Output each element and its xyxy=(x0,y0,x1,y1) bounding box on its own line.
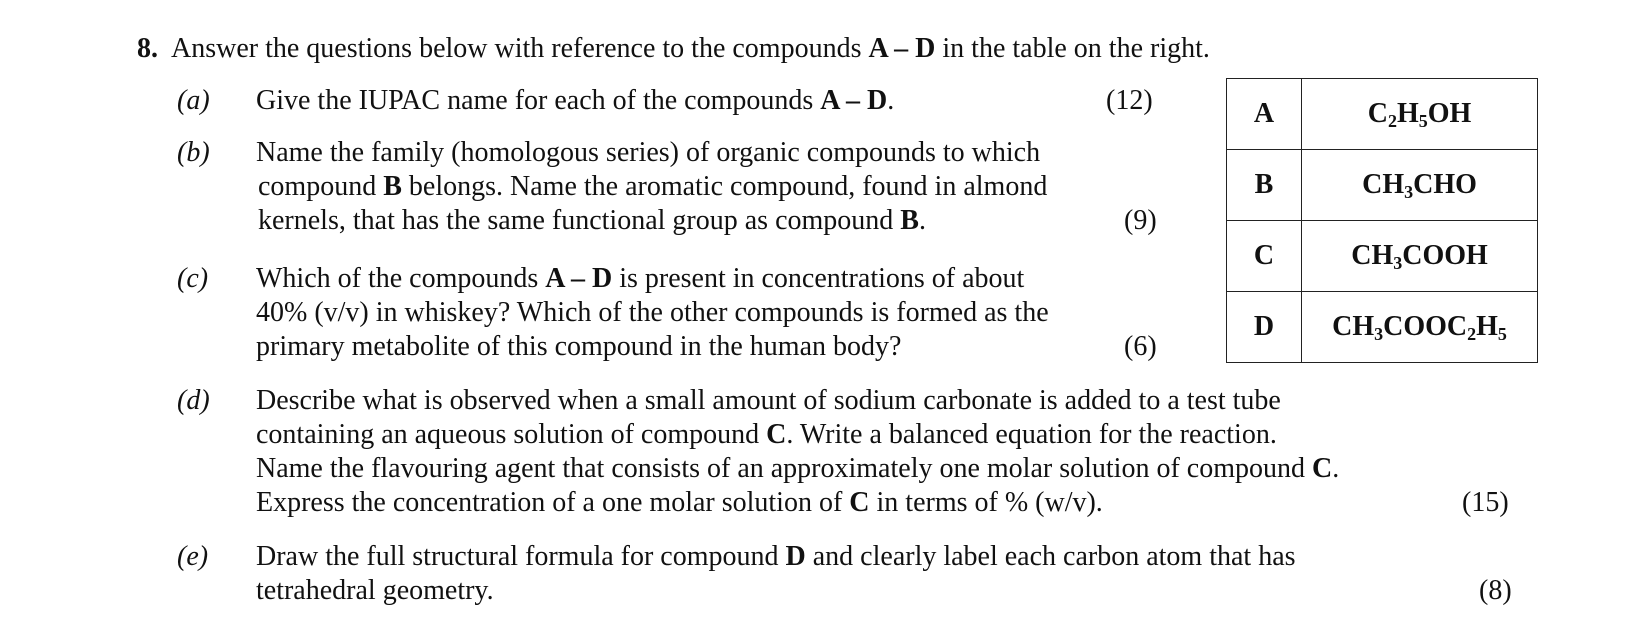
part-b-label: (b) xyxy=(177,137,210,168)
part-c-line-2: 40% (v/v) in whiskey? Which of the other compounds is formed as the xyxy=(256,297,1049,328)
part-e-line-1: Draw the full structural formula for compound D and clearly label each carbon atom that has xyxy=(256,541,1296,572)
part-c-label: (c) xyxy=(177,263,209,294)
part-b-line-2: compound B belongs. Name the aromatic compound, found in almond xyxy=(258,171,1048,202)
question-number: 8. xyxy=(137,33,158,64)
part-d-marks: (15) xyxy=(1462,487,1509,518)
part-c-line-1: Which of the compounds A – D is present in concentrations of about xyxy=(256,263,1025,294)
compound-letter: B xyxy=(1227,150,1302,221)
compound-formula: $C_2H_5OH$ xyxy=(1302,79,1538,150)
part-b-marks: (9) xyxy=(1124,205,1157,236)
part-d-line-4: Express the concentration of a one molar solution of C in terms of % (w/v). xyxy=(256,487,1103,518)
question-heading xyxy=(137,32,1210,66)
compound-formula: $CH_3COOH$ xyxy=(1302,221,1538,292)
part-d-line-1: Describe what is observed when a small amount of sodium carbonate is added to a test tube xyxy=(256,385,1281,416)
compound-letter: D xyxy=(1227,292,1302,363)
part-a-label: (a) xyxy=(177,85,210,116)
table-row xyxy=(1227,79,1538,150)
compound-letter: C xyxy=(1227,221,1302,292)
part-b-line-1: Name the family (homologous series) of organic compounds to which xyxy=(256,137,1041,168)
table-row xyxy=(1227,150,1538,221)
part-d-line-3: Name the flavouring agent that consists of an approximately one molar solution of compound C. xyxy=(256,453,1340,484)
part-a-marks: (12) xyxy=(1106,85,1153,116)
part-e-label: (e) xyxy=(177,541,209,572)
part-c-line-3: primary metabolite of this compound in the human body? xyxy=(256,331,902,362)
compounds-table xyxy=(1226,78,1538,363)
compound-letter: A xyxy=(1227,79,1302,150)
part-b-line-3: kernels, that has the same functional group as compound B. xyxy=(258,205,926,236)
part-d-label: (d) xyxy=(177,385,210,416)
part-a-line-1: Give the IUPAC name for each of the compounds A – D. xyxy=(256,85,895,116)
part-e-line-2: tetrahedral geometry. xyxy=(256,575,494,606)
table-row xyxy=(1227,292,1538,363)
part-d-line-2: containing an aqueous solution of compound C. Write a balanced equation for the reaction. xyxy=(256,419,1277,450)
compound-formula: $CH_3CHO$ xyxy=(1302,150,1538,221)
compound-formula: $CH_3COOC_2H_5$ xyxy=(1302,292,1538,363)
part-c-marks: (6) xyxy=(1124,331,1157,362)
part-e-marks: (8) xyxy=(1479,575,1512,606)
question-intro: Answer the questions below with reference to the compounds A – D in the table on the right. xyxy=(171,33,1210,64)
table-row xyxy=(1227,221,1538,292)
